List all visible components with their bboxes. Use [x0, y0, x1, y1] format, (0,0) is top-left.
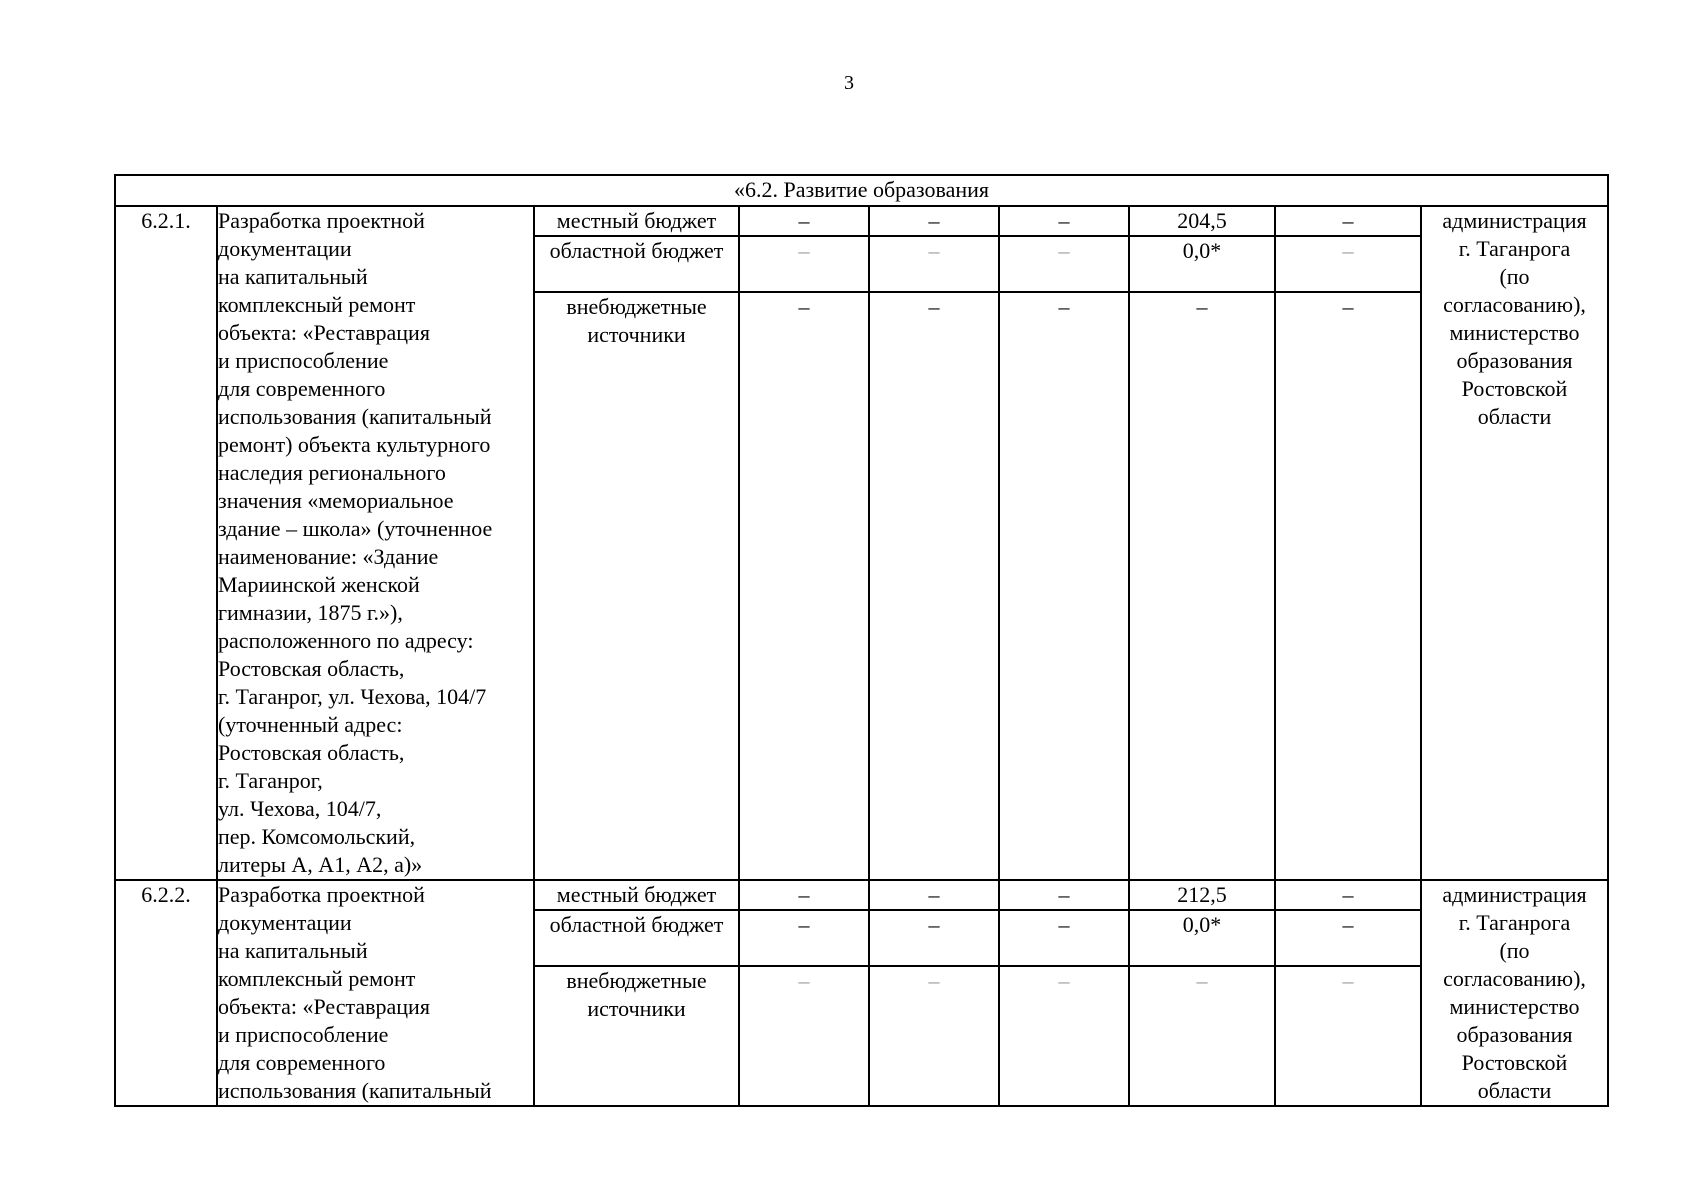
- value-cell: –: [999, 292, 1129, 880]
- value-cell: –: [739, 910, 869, 966]
- value-cell: –: [739, 292, 869, 880]
- value-cell: –: [1275, 910, 1421, 966]
- value-cell: 0,0*: [1129, 910, 1275, 966]
- row-number: 6.2.1.: [115, 206, 217, 880]
- row-description: Разработка проектной документации на капитальный комплексный ремонт объекта: «Реставрация и приспособление для современного использования (капитальный ремонт) объекта культурного наследия регионального значения «мемориальное здание – школа» (уточненное наименование: «Здание Мариинской женской гимназии, 1875 г.»), расположенного по адресу: Ростовская область, г. Таганрог, ул. Чехова, 104/7 (уточненный адрес: Ростовская область, г. Таганрог, ул. Чехова, 104/7, пер. Комсомольский, литеры А, А1, А2, а)»: [217, 206, 534, 880]
- value-cell: –: [869, 292, 999, 880]
- value-cell: –: [739, 880, 869, 910]
- table-row: [115, 206, 1608, 236]
- value-cell: –: [1275, 236, 1421, 292]
- page-number: 3: [844, 72, 854, 94]
- value-cell: –: [869, 910, 999, 966]
- responsible-party: администрация г. Таганрога (по согласованию), министерство образования Ростовской области: [1421, 206, 1608, 880]
- row-number: 6.2.2.: [115, 880, 217, 1106]
- row-description: Разработка проектной документации на капитальный комплексный ремонт объекта: «Реставрация и приспособление для современного использования (капитальный: [217, 880, 534, 1106]
- value-cell: –: [1275, 292, 1421, 880]
- section-title: «6.2. Развитие образования: [115, 175, 1608, 206]
- value-cell: –: [869, 966, 999, 1106]
- value-cell: –: [999, 966, 1129, 1106]
- value-cell: –: [1129, 966, 1275, 1106]
- value-cell: –: [999, 236, 1129, 292]
- value-cell: 212,5: [1129, 880, 1275, 910]
- value-cell: –: [869, 880, 999, 910]
- value-cell: –: [999, 206, 1129, 236]
- value-cell: –: [999, 910, 1129, 966]
- value-cell: –: [739, 206, 869, 236]
- measures-table: [114, 174, 1609, 1107]
- source-name: областной бюджет: [534, 910, 739, 966]
- source-name: внебюджетные источники: [534, 966, 739, 1106]
- value-cell: –: [1275, 206, 1421, 236]
- value-cell: 204,5: [1129, 206, 1275, 236]
- value-cell: –: [1129, 292, 1275, 880]
- value-cell: –: [1275, 966, 1421, 1106]
- source-name: местный бюджет: [534, 880, 739, 910]
- section-header-row: [115, 175, 1608, 206]
- value-cell: –: [999, 880, 1129, 910]
- responsible-party: администрация г. Таганрога (по согласованию), министерство образования Ростовской области: [1421, 880, 1608, 1106]
- source-name: местный бюджет: [534, 206, 739, 236]
- table-row: [115, 880, 1608, 910]
- value-cell: 0,0*: [1129, 236, 1275, 292]
- value-cell: –: [1275, 880, 1421, 910]
- value-cell: –: [739, 236, 869, 292]
- source-name: внебюджетные источники: [534, 292, 739, 880]
- value-cell: –: [739, 966, 869, 1106]
- value-cell: –: [869, 236, 999, 292]
- source-name: областной бюджет: [534, 236, 739, 292]
- value-cell: –: [869, 206, 999, 236]
